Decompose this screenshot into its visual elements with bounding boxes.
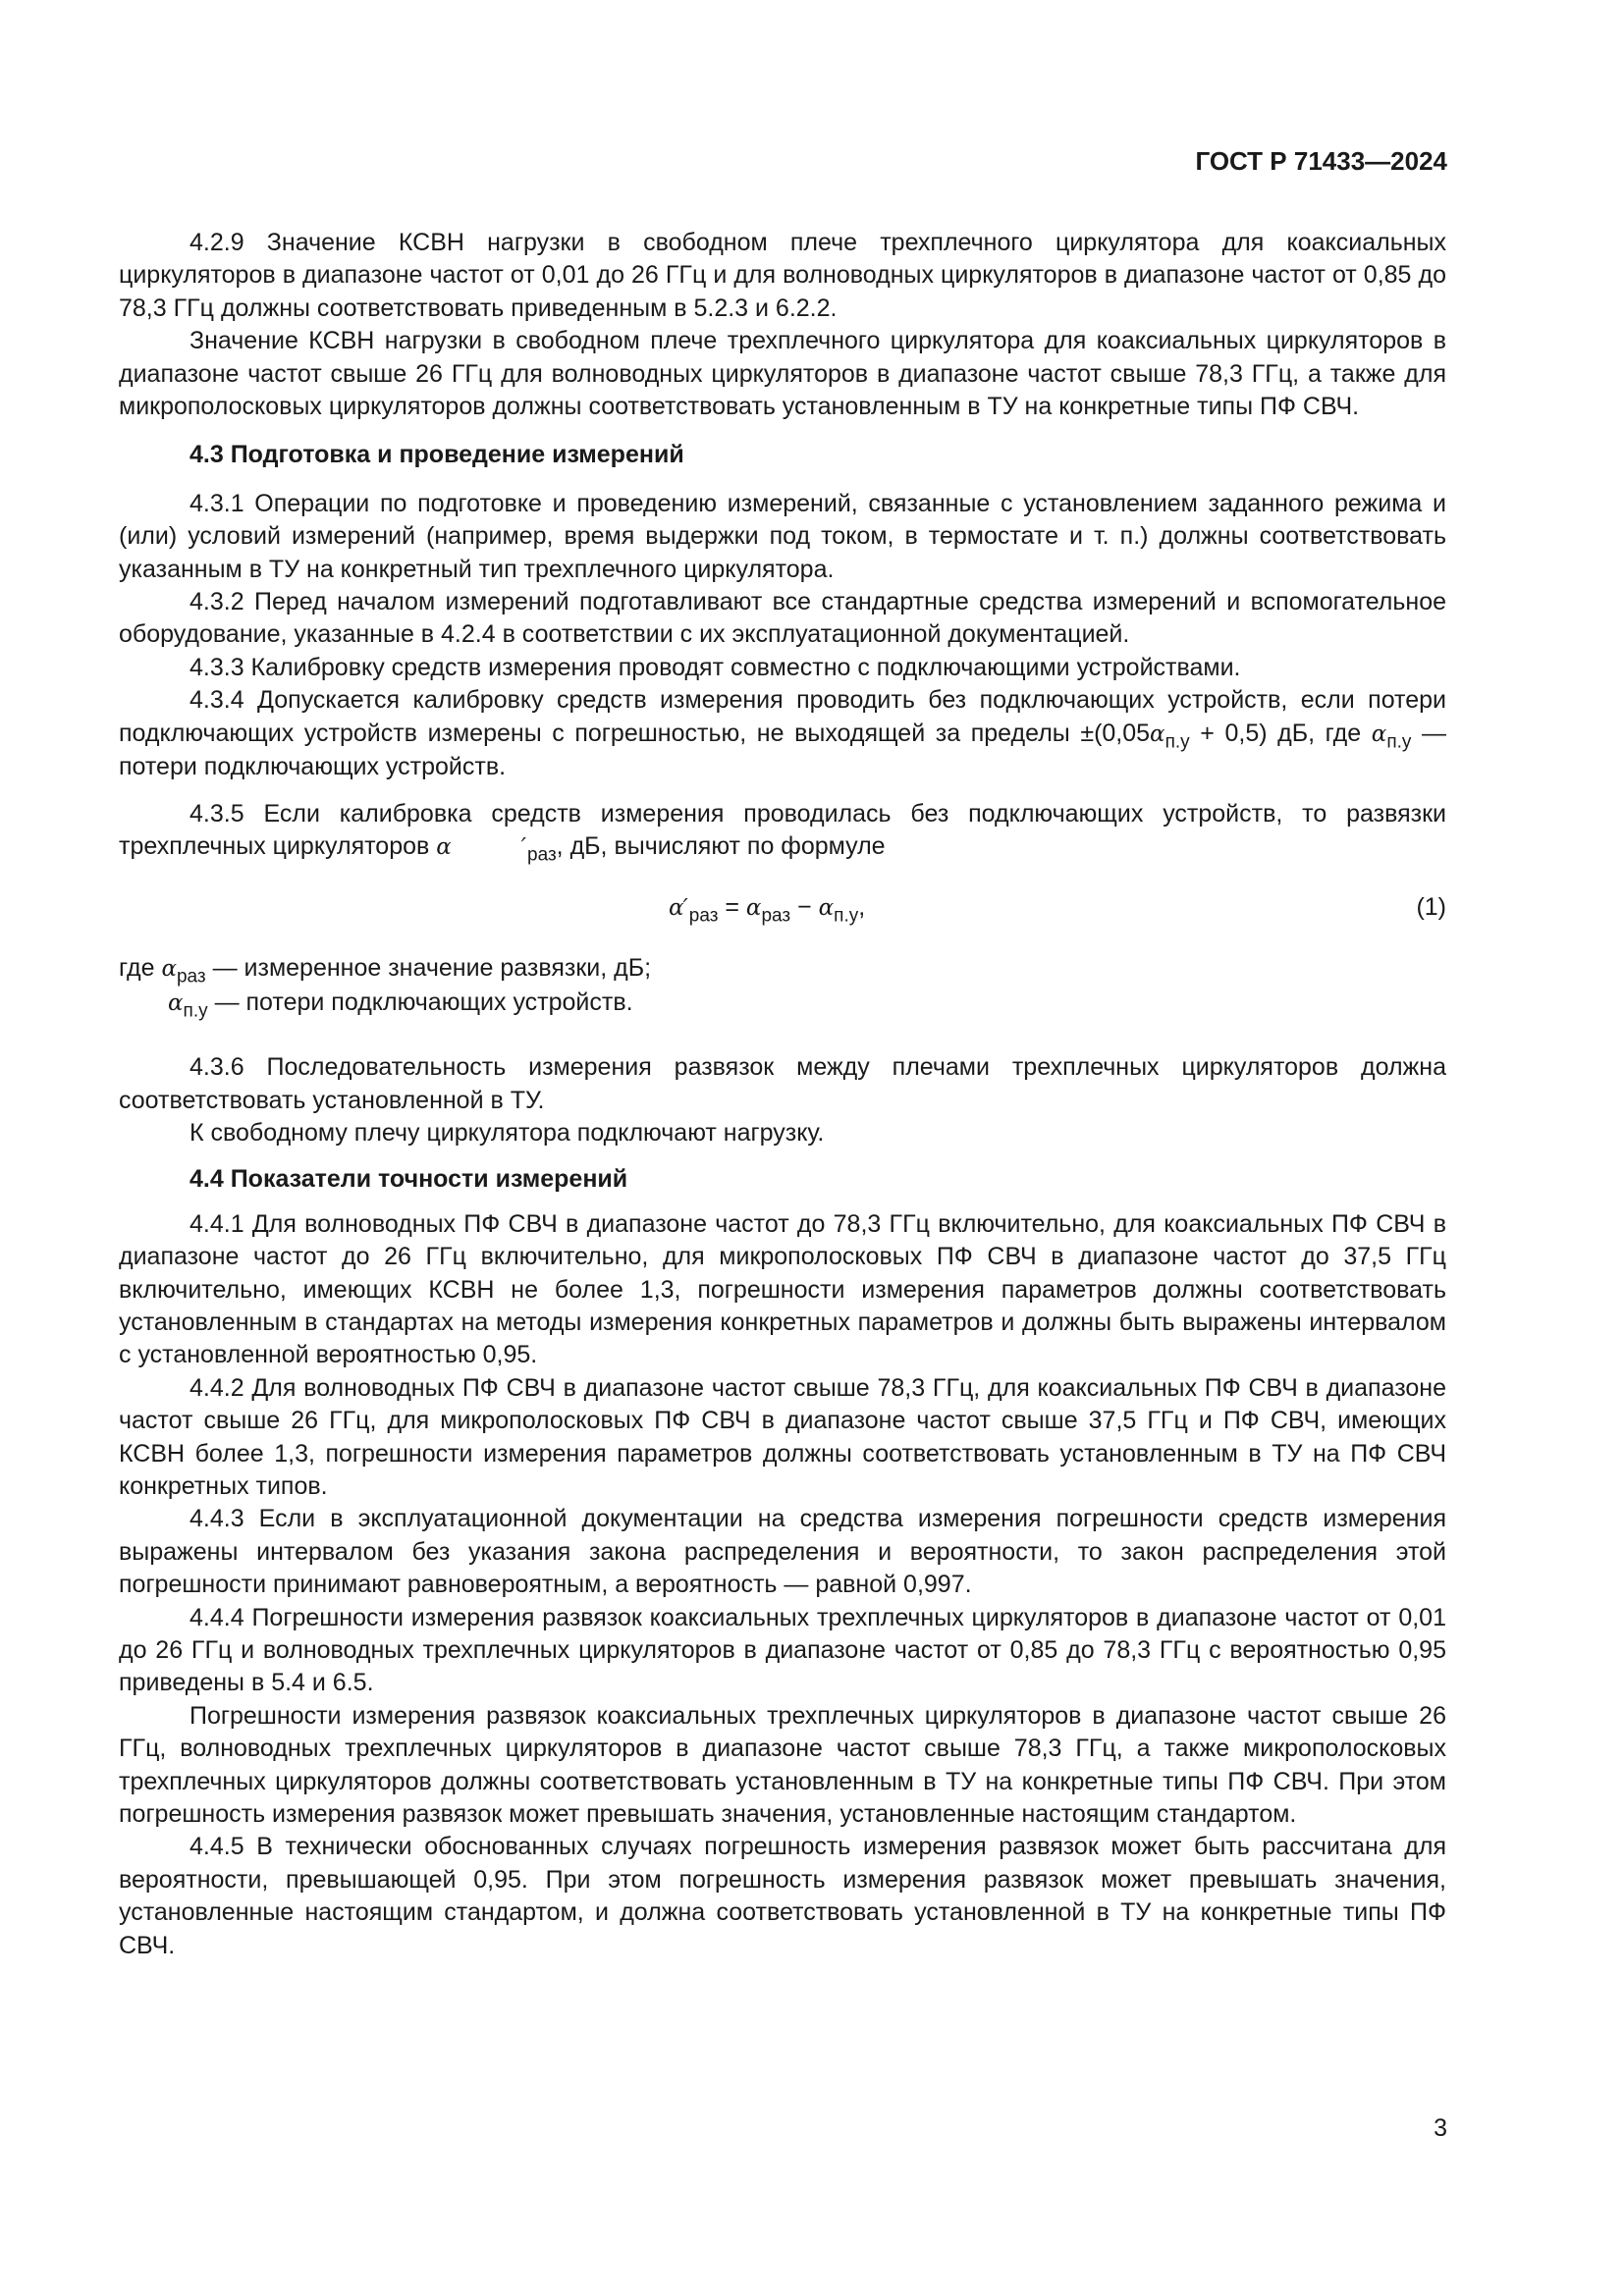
alpha-symbol: α — [1371, 721, 1387, 747]
paragraph-4-4-5: 4.4.5 В технически обоснованных случаях погрешность измерения развязок может быть рассчитана для вероятности, превышающей 0,95. При этом погрешность измерения развязок может превышать значения, установленные настоящим стандартом, и должна соответствовать установленной в ТУ на конкретные типы ПФ СВЧ. — [119, 1833, 1446, 1959]
alpha-symbol: α — [669, 895, 684, 922]
subscript-raz: раз — [527, 844, 557, 866]
subscript-raz: раз — [761, 905, 791, 927]
alpha-symbol: α — [436, 833, 452, 860]
paragraph-4-3-5 — [119, 798, 1446, 865]
formula-number: (1) — [1416, 893, 1446, 922]
paragraph-text: , дБ, вычисляют по формуле — [556, 831, 886, 860]
paragraph-text: — потери подключающих устройств. — [119, 719, 1446, 781]
alpha-symbol: α — [745, 895, 762, 922]
paragraph-text: 4.3.4 Допускается калибровку средств измерения проводить без подключающих устройств, если потери подключающих устройств измерены с погрешностью, не выходящей за пределы ±(0,05 — [119, 686, 1446, 747]
where-word: где — [119, 954, 162, 983]
paragraph-4-4-4: 4.4.4 Погрешности измерения развязок коаксиальных трехплечных циркуляторов в диапазоне частот от 0,01 до 26 ГГц и волноводных трехплечных циркуляторов в диапазоне частот от 0,85 до 78,3 ГГц с вероятностью 0,95 приведены в 5.4 и 6.5. — [119, 1603, 1446, 1697]
alpha-symbol: α — [818, 895, 835, 922]
paragraph-4-3-2: 4.3.2 Перед началом измерений подготавливают все стандартные средства измерений и вспомогательное оборудование, указанные в 4.2.4 в соответствии с их эксплуатационной документацией. — [119, 588, 1446, 649]
paragraph-4-3-6: 4.3.6 Последовательность измерения развязок между плечами трехплечных циркуляторов должна соответствовать установленной в ТУ. — [119, 1053, 1446, 1114]
where-text: — потери подключающих устройств. — [207, 988, 633, 1016]
document-body — [119, 227, 1446, 1962]
paragraph-4-2-9-continued: Значение КСВН нагрузки в свободном плече трехплечного циркулятора для коаксиальных циркуляторов в диапазоне частот свыше 26 ГГц для волноводных циркуляторов в диапазоне частот свыше 78,3 ГГц, а также для микрополосковых циркуляторов должны соответствовать установленным в ТУ на конкретные типы ПФ СВЧ. — [119, 327, 1446, 421]
alpha-symbol: α — [168, 989, 184, 1016]
subscript-pu: п.у — [834, 905, 859, 927]
page-number: 3 — [1434, 2114, 1447, 2142]
equals-sign: = — [718, 893, 746, 922]
paragraph-4-4-4-continued: Погрешности измерения развязок коаксиальных трехплечных циркуляторов в диапазоне частот свыше 26 ГГц, волноводных трехплечных циркуляторов в диапазоне частот свыше 78,3 ГГц, а также микрополосковых трехплечных циркуляторов должны соответствовать установленным в ТУ на конкретные типы ПФ СВЧ. При этом погрешность измерения развязок может превышать значения, установленные настоящим стандартом. — [119, 1701, 1446, 1829]
paragraph-4-4-3: 4.4.3 Если в эксплуатационной документации на средства измерения погрешности средств измерения выражены интервалом без указания закона распределения и вероятности, то закон распределения этой погрешности принимают равновероятным, а вероятность — равной 0,997. — [119, 1505, 1446, 1599]
prime-symbol: ′ — [682, 895, 688, 922]
alpha-symbol: α — [161, 956, 177, 983]
where-line-raz — [119, 952, 1446, 986]
paragraph-4-3-4 — [119, 684, 1446, 783]
paragraph-4-3-6-continued: К свободному плечу циркулятора подключают нагрузку. — [189, 1118, 825, 1147]
subscript-raz: раз — [688, 905, 719, 927]
formula-comma: , — [858, 893, 866, 922]
minus-sign: − — [790, 893, 819, 922]
paragraph-text: + 0,5) дБ, где — [1189, 719, 1372, 747]
where-line-pu — [119, 987, 1446, 1020]
subscript-raz: раз — [176, 966, 206, 988]
alpha-symbol: α — [1150, 721, 1165, 747]
subscript-pu: п.у — [1164, 731, 1190, 753]
section-heading-4-4: 4.4 Показатели точности измерений — [189, 1165, 628, 1194]
formula-1 — [119, 880, 1446, 942]
paragraph-4-3-1: 4.3.1 Операции по подготовке и проведению измерений, связанные с установлением заданного режима и (или) условий измерений (например, время выдержки под током, в термостате и т. п.) должны соответствовать указанным в ТУ на конкретный тип трехплечного циркулятора. — [119, 489, 1446, 583]
formula-expression — [669, 891, 865, 925]
section-heading-4-3: 4.3 Подготовка и проведение измерений — [189, 441, 684, 469]
paragraph-4-2-9: 4.2.9 Значение КСВН нагрузки в свободном плече трехплечного циркулятора для коаксиальных циркуляторов в диапазоне частот от 0,01 до 26 ГГц и для волноводных циркуляторов в диапазоне частот от 0,85 до 78,3 ГГц должны соответствовать приведенным в 5.2.3 и 6.2.2. — [119, 229, 1446, 322]
where-text: — измеренное значение развязки, дБ; — [205, 954, 652, 983]
paragraph-4-3-3: 4.3.3 Калибровку средств измерения проводят совместно с подключающими устройствами. — [189, 653, 1241, 681]
paragraph-4-4-2: 4.4.2 Для волноводных ПФ СВЧ в диапазоне частот свыше 78,3 ГГц, для коаксиальных ПФ СВЧ в диапазоне частот свыше 26 ГГц, для микрополосковых ПФ СВЧ в диапазоне частот свыше 37,5 ГГц и ПФ СВЧ, имеющих КСВН более 1,3, погрешности измерения параметров должны соответствовать установленным в ТУ на ПФ СВЧ конкретных типов. — [119, 1373, 1446, 1500]
subscript-pu: п.у — [1386, 731, 1412, 753]
document-code-header: ГОСТ Р 71433—2024 — [1195, 146, 1447, 176]
paragraph-text: 4.3.5 Если калибровка средств измерения проводилась без подключающих устройств, то развязки трехплечных циркуляторов — [119, 799, 1446, 860]
paragraph-4-4-1: 4.4.1 Для волноводных ПФ СВЧ в диапазоне частот до 78,3 ГГц включительно, для коаксиальных ПФ СВЧ в диапазоне частот до 26 ГГц включительно, для микрополосковых ПФ СВЧ в диапазоне частот до 37,5 ГГц включительно, имеющих КСВН не более 1,3, погрешности измерения параметров должны соответствовать установленным в стандартах на методы измерения конкретных параметров и должны быть выражены интервалом с установленной вероятностью 0,95. — [119, 1209, 1446, 1369]
prime-symbol: ′ — [520, 833, 527, 860]
subscript-pu: п.у — [183, 1000, 208, 1022]
